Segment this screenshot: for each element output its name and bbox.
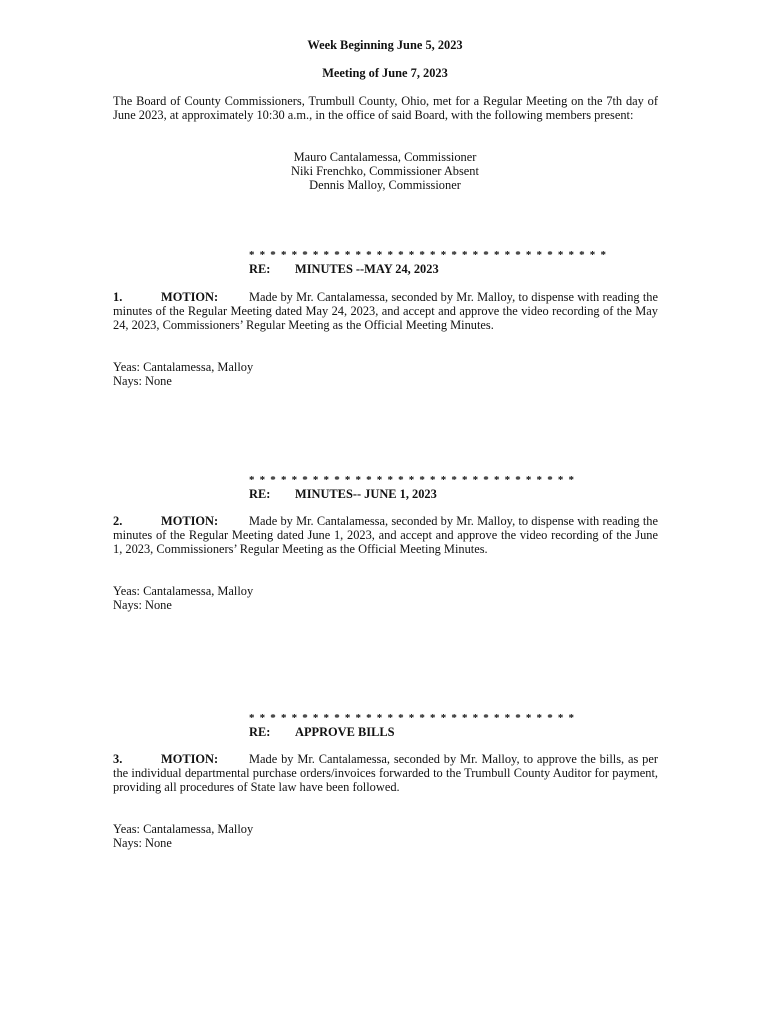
intro-paragraph: The Board of County Commissioners, Trumbull County, Ohio, met for a Regular Meeting on the 7th day of June 2023, at approximately 10:30 a.m., in the office of said Board, with the following members present: xyxy=(113,94,658,122)
motion-paragraph xyxy=(113,752,658,794)
section-divider: * * * * * * * * * * * * * * * * * * * * * * * * * * * * * * * xyxy=(249,474,576,486)
week-heading: Week Beginning June 5, 2023 xyxy=(307,38,463,52)
nays-line: Nays: None xyxy=(113,836,172,850)
member-item: Dennis Malloy, Commissioner xyxy=(309,178,461,192)
motion-number: 3. xyxy=(113,752,123,766)
motion-paragraph xyxy=(113,290,658,332)
re-label: RE: xyxy=(249,262,271,276)
motion-label: MOTION: xyxy=(161,514,219,528)
motion-label: MOTION: xyxy=(161,290,219,304)
re-title: MINUTES-- JUNE 1, 2023 xyxy=(295,487,437,501)
section-divider: * * * * * * * * * * * * * * * * * * * * * * * * * * * * * * * * * * xyxy=(249,249,608,261)
section-heading xyxy=(249,487,437,501)
motion-number: 2. xyxy=(113,514,123,528)
yeas-line: Yeas: Cantalamessa, Malloy xyxy=(113,822,254,836)
section-heading xyxy=(249,262,439,276)
motion-number: 1. xyxy=(113,290,123,304)
motion-text: Made by Mr. Cantalamessa, seconded by Mr. Malloy, to approve the bills, as per the individual departmental purchase orders/invoices forwarded to the Trumbull County Auditor for payment, providing all procedures of State law have been followed. xyxy=(113,752,658,794)
member-item: Mauro Cantalamessa, Commissioner xyxy=(293,150,477,164)
re-label: RE: xyxy=(249,487,271,501)
nays-line: Nays: None xyxy=(113,374,172,388)
re-title: MINUTES --MAY 24, 2023 xyxy=(295,262,439,276)
motion-paragraph xyxy=(113,514,658,556)
motion-text: Made by Mr. Cantalamessa, seconded by Mr. Malloy, to dispense with reading the minutes of the Regular Meeting dated May 24, 2023, and accept and approve the video recording of the May 24, 2023, Commissioners’ Regular Meeting as the Official Meeting Minutes. xyxy=(113,290,658,332)
motion-label: MOTION: xyxy=(161,752,219,766)
motion-text: Made by Mr. Cantalamessa, seconded by Mr. Malloy, to dispense with reading the minutes of the Regular Meeting dated June 1, 2023, and accept and approve the video recording of the June 1, 2023, Commissioners’ Regular Meeting as the Official Meeting Minutes. xyxy=(113,514,658,556)
section-heading xyxy=(249,725,395,739)
yeas-line: Yeas: Cantalamessa, Malloy xyxy=(113,360,254,374)
nays-line: Nays: None xyxy=(113,598,172,612)
member-item: Niki Frenchko, Commissioner Absent xyxy=(291,164,479,178)
section-divider: * * * * * * * * * * * * * * * * * * * * * * * * * * * * * * * xyxy=(249,712,576,724)
meeting-heading: Meeting of June 7, 2023 xyxy=(322,66,448,80)
re-label: RE: xyxy=(249,725,271,739)
members-list xyxy=(0,150,770,192)
yeas-line: Yeas: Cantalamessa, Malloy xyxy=(113,584,254,598)
re-title: APPROVE BILLS xyxy=(295,725,395,739)
